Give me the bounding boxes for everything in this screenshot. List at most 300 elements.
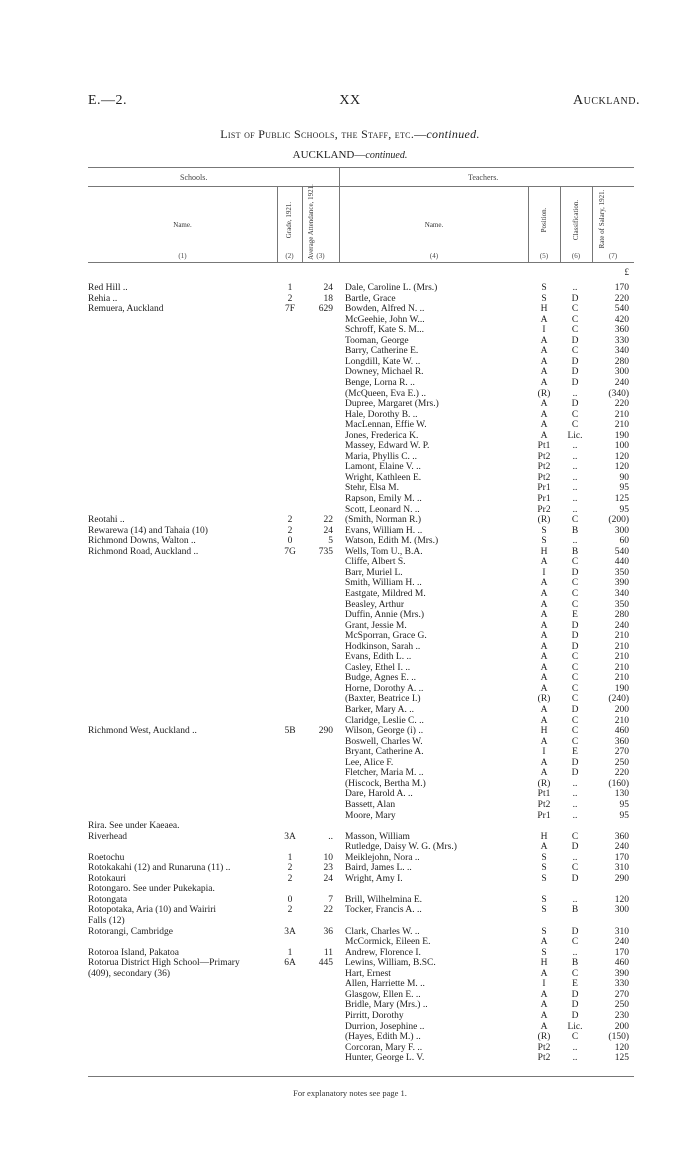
teacher-name-cell: Grant, Jessie M. (345, 620, 407, 631)
table-row (0, 1032, 700, 1043)
school-name-cell: Rira. See under Kaeaea. (88, 821, 180, 832)
salary-cell: 300 (614, 367, 629, 378)
teacher-name-cell: Bassett, Alan (345, 799, 396, 810)
position-cell: A (540, 399, 548, 410)
teacher-name-cell: Moore, Mary (345, 810, 396, 821)
classification-cell: .. (572, 778, 578, 789)
classification-cell: .. (572, 789, 578, 800)
school-name-cell: Rotongaro. See under Pukekapia. (88, 884, 215, 895)
table-row (0, 927, 700, 938)
classification-cell: .. (572, 494, 578, 504)
salary-cell: 420 (614, 314, 629, 325)
position-cell: (R) (537, 388, 551, 399)
classification-cell: .. (572, 504, 578, 515)
salary-cell: 300 (614, 905, 629, 916)
teacher-name-cell: Barr, Muriel L. (345, 567, 403, 578)
classification-cell: C (571, 683, 579, 694)
attendance-cell: 629 (318, 304, 333, 315)
table-row (0, 652, 700, 663)
school-name-cell: (409), secondary (36) (88, 968, 171, 979)
classification-cell: C (571, 736, 579, 747)
salary-cell: 170 (614, 947, 629, 958)
salary-cell: 340 (614, 346, 629, 357)
teacher-name-cell: Smith, William H. .. (345, 578, 422, 589)
attendance-cell: 36 (323, 926, 333, 937)
position-cell: H (540, 546, 548, 557)
salary-cell: 130 (614, 789, 629, 800)
position-cell: H (540, 304, 548, 315)
table-row (0, 610, 700, 621)
table-row (0, 874, 700, 885)
classification-cell: E (572, 610, 578, 621)
teacher-name-cell: Masson, William (345, 831, 410, 842)
classification-cell: .. (572, 810, 578, 821)
title-main: List of Public Schools, the Staff, etc.— (220, 127, 427, 141)
position-cell: A (540, 610, 548, 621)
salary-cell: 95 (619, 810, 629, 821)
teacher-name-cell: Baird, James L. .. (345, 863, 412, 874)
table-row (0, 916, 700, 927)
classification-cell: C (571, 420, 579, 431)
attendance-cell: 24 (323, 283, 333, 293)
classification-cell: C (571, 968, 579, 979)
salary-cell: 210 (614, 715, 629, 726)
position-cell: A (540, 683, 548, 694)
salary-cell: 210 (614, 662, 629, 673)
table-row (0, 378, 700, 389)
classification-cell: C (571, 346, 579, 357)
subtitle-continued: continued. (365, 150, 408, 161)
col-number-2: (2) (285, 252, 294, 260)
position-cell: I (542, 325, 546, 336)
attendance-cell: 23 (323, 863, 333, 874)
grade-cell: 2 (287, 905, 293, 916)
salary-cell: 330 (614, 335, 629, 346)
classification-cell: C (571, 652, 579, 663)
position-cell: I (542, 567, 546, 578)
col-number-7: (7) (608, 252, 618, 260)
classification-cell: B (571, 905, 579, 916)
teacher-name-cell: Claridge, Leslie C. .. (345, 715, 424, 726)
salary-cell: 190 (614, 683, 629, 694)
salary-header: Rate of Salary, 1921. (598, 189, 606, 249)
position-cell: (R) (537, 778, 551, 789)
classification-cell: C (571, 937, 579, 948)
teacher-name-cell: Maria, Phyllis C. .. (345, 451, 418, 462)
teacher-name-cell: Hunter, George L. V. (345, 1053, 425, 1064)
table-row (0, 526, 700, 537)
position-cell: (R) (537, 694, 551, 705)
grade-cell: 6A (284, 958, 296, 969)
table-row (0, 315, 700, 326)
teacher-name-cell: Schroff, Kate S. M... (345, 325, 424, 336)
salary-cell: 190 (614, 430, 629, 441)
position-cell: A (540, 736, 548, 747)
salary-cell: 270 (614, 747, 629, 758)
teacher-name-cell: Scott, Leonard N. .. (345, 504, 420, 515)
salary-cell: 390 (614, 578, 629, 589)
teacher-name-cell: McGeehie, John W... (345, 314, 425, 325)
school-name-cell: Richmond Road, Auckland .. (88, 546, 199, 557)
position-cell: S (541, 894, 547, 905)
table-row (0, 737, 700, 748)
subtitle-region: AUCKLAND— (292, 149, 366, 161)
classification-cell: D (571, 768, 579, 779)
school-name-cell: Rotoroa Island, Pakatoa (88, 947, 180, 958)
table-row (0, 895, 700, 906)
attendance-cell: .. (328, 831, 333, 842)
table-row (0, 600, 700, 611)
teacher-name-cell: Watson, Edith M. (Mrs.) (345, 536, 439, 547)
table-row (0, 811, 700, 822)
salary-cell: 300 (614, 525, 629, 536)
salary-cell: 390 (614, 968, 629, 979)
teacher-name-cell: Glasgow, Ellen E. .. (345, 989, 421, 1000)
salary-cell: 350 (614, 567, 629, 578)
position-cell: A (540, 673, 548, 684)
salary-cell: 170 (614, 283, 629, 293)
classification-cell: C (571, 863, 579, 874)
classification-cell: D (571, 293, 579, 304)
teacher-name-cell: Lee, Alice F. (345, 757, 394, 768)
position-cell: Pt1 (537, 441, 551, 452)
grade-cell: 2 (287, 293, 293, 304)
teacher-name-cell: Lewins, William, B.SC. (345, 958, 436, 969)
salary-cell: 310 (614, 863, 629, 874)
position-cell: Pr1 (537, 810, 551, 821)
salary-cell: 210 (614, 409, 629, 420)
salary-cell: 120 (614, 894, 629, 905)
grade-cell: 3A (284, 831, 296, 842)
attendance-cell: 735 (318, 546, 333, 557)
classification-cell: D (571, 367, 579, 378)
teachers-group-header: Teachers. (468, 173, 499, 182)
school-name-header: Name. (173, 221, 192, 229)
teacher-name-cell: Rapson, Emily M. .. (345, 494, 422, 504)
position-cell: S (541, 283, 547, 293)
attendance-cell: 11 (323, 947, 333, 958)
classification-cell: C (571, 409, 579, 420)
grade-cell: 7F (284, 304, 296, 315)
teacher-name-cell: Budge, Agnes E. .. (345, 673, 416, 684)
teacher-name-cell: Dare, Harold A. .. (345, 789, 413, 800)
position-cell: A (540, 1021, 548, 1032)
table-row (0, 304, 700, 315)
position-cell: S (541, 536, 547, 547)
teacher-name-cell: Bridle, Mary (Mrs.) .. (345, 1000, 428, 1011)
position-cell: A (540, 367, 548, 378)
salary-cell: 360 (614, 831, 629, 842)
attendance-cell: 10 (323, 852, 333, 863)
teacher-name-cell: MacLennan, Effie W. (345, 420, 427, 431)
table-row (0, 536, 700, 547)
salary-cell: 540 (614, 546, 629, 557)
teacher-name-header: Name. (424, 221, 444, 229)
table-row (0, 853, 700, 864)
classification-cell: Lic. (567, 1021, 583, 1032)
teacher-name-cell: Pirritt, Dorothy (345, 1010, 404, 1021)
position-cell: A (540, 1010, 548, 1021)
salary-cell: 460 (614, 726, 629, 737)
salary-cell: 290 (614, 873, 629, 884)
table-row (0, 568, 700, 579)
school-name-cell: Rotokakahi (12) and Runaruna (11) .. (88, 863, 231, 874)
salary-cell: 90 (619, 472, 629, 483)
position-cell: A (540, 662, 548, 673)
salary-cell: 125 (614, 1053, 629, 1064)
teacher-name-cell: Stehr, Elsa M. (345, 483, 399, 494)
teacher-name-cell: Wright, Kathleen E. (345, 472, 422, 483)
school-name-cell: Rotokauri (88, 873, 126, 884)
teacher-name-cell: Evans, Edith L. .. (345, 652, 412, 663)
salary-cell: 60 (619, 536, 629, 547)
position-cell: H (540, 958, 548, 969)
classification-cell: D (571, 641, 579, 652)
teacher-name-cell: Tocker, Francis A. .. (345, 905, 422, 916)
col-number-4: (4) (429, 252, 439, 260)
teacher-name-cell: Boswell, Charles W. (345, 736, 423, 747)
col-number-1: (1) (178, 252, 187, 260)
position-cell: I (542, 979, 546, 990)
table-row (0, 621, 700, 632)
classification-cell: .. (572, 451, 578, 462)
salary-cell: 200 (614, 705, 629, 715)
position-cell: A (540, 768, 548, 779)
classification-cell: .. (572, 388, 578, 399)
salary-cell: 340 (614, 588, 629, 599)
grade-cell: 1 (287, 283, 293, 293)
classification-cell: .. (572, 1042, 578, 1053)
position-cell: Pr1 (537, 483, 551, 494)
salary-cell: 240 (614, 620, 629, 631)
teacher-name-cell: Barker, Mary A. .. (345, 705, 415, 715)
table-row (0, 557, 700, 568)
classification-cell: D (571, 757, 579, 768)
table-row (0, 800, 700, 811)
table-row (0, 294, 700, 305)
table-row (0, 589, 700, 600)
salary-cell: (160) (608, 778, 629, 789)
classification-cell: B (571, 958, 579, 969)
school-name-cell: Rehia .. (88, 293, 118, 304)
salary-cell: 310 (614, 926, 629, 937)
position-cell: Pt2 (537, 1053, 551, 1064)
classification-cell: C (571, 715, 579, 726)
classification-cell: D (571, 631, 579, 642)
grade-header: Grade, 1921. (285, 201, 293, 239)
teacher-name-cell: Beasley, Arthur (345, 599, 405, 610)
salary-cell: 125 (614, 494, 629, 504)
position-cell: Pt2 (537, 462, 551, 473)
position-cell: A (540, 1000, 548, 1011)
teacher-name-cell: Meiklejohn, Nora .. (345, 852, 420, 863)
table-row (0, 452, 700, 463)
attendance-cell: 24 (323, 525, 333, 536)
position-cell: Pt2 (537, 1042, 551, 1053)
grade-cell: 2 (287, 525, 293, 536)
position-cell: S (541, 293, 547, 304)
table-row (0, 905, 700, 916)
salary-cell: 210 (614, 641, 629, 652)
salary-cell: (200) (608, 515, 629, 526)
classification-cell: C (571, 726, 579, 737)
classification-cell: D (571, 335, 579, 346)
table-row (0, 325, 700, 336)
grade-cell: 7G (284, 546, 296, 557)
classification-cell: D (571, 1010, 579, 1021)
grade-cell: 2 (287, 515, 293, 526)
salary-cell: 280 (614, 610, 629, 621)
classification-cell: C (571, 588, 579, 599)
table-row (0, 990, 700, 1001)
table-row (0, 367, 700, 378)
table-row (0, 842, 700, 853)
salary-cell: 210 (614, 673, 629, 684)
table-row (0, 473, 700, 484)
classification-header: Classification. (572, 199, 580, 241)
classification-cell: .. (572, 799, 578, 810)
position-cell: A (540, 715, 548, 726)
footnote: For explanatory notes see page 1. (293, 1088, 407, 1098)
table-row (0, 821, 700, 832)
classification-cell: D (571, 705, 579, 715)
teacher-name-cell: Lamont, Elaine V. .. (345, 462, 421, 473)
teacher-name-cell: Bowden, Alfred N. .. (345, 304, 425, 315)
page-number: XX (339, 93, 361, 108)
teacher-name-cell: (Baxter, Beatrice I.) (345, 694, 421, 705)
teacher-name-cell: (Hiscock, Bertha M.) (345, 778, 426, 789)
position-cell: A (540, 620, 548, 631)
position-cell: A (540, 842, 548, 853)
col-number-5: (5) (539, 252, 549, 260)
classification-cell: .. (572, 852, 578, 863)
salary-cell: 280 (614, 356, 629, 367)
table-row (0, 642, 700, 653)
classification-cell: C (571, 599, 579, 610)
teacher-name-cell: Horne, Dorothy A. .. (345, 683, 424, 694)
classification-cell: C (571, 662, 579, 673)
classification-cell: .. (572, 536, 578, 547)
teacher-name-cell: Bryant, Catherine A. (345, 747, 424, 758)
teacher-name-cell: Evans, William H. .. (345, 525, 423, 536)
teacher-name-cell: Clark, Charles W. .. (345, 926, 420, 937)
classification-cell: B (571, 546, 579, 557)
salary-cell: 210 (614, 420, 629, 431)
table-row (0, 716, 700, 727)
teacher-name-cell: (McQueen, Eva E.) .. (345, 388, 426, 399)
school-name-cell: Rotongata (88, 894, 128, 905)
teacher-name-cell: Allen, Harriette M. .. (345, 979, 425, 990)
position-cell: S (541, 873, 547, 884)
teacher-name-cell: Hale, Dorothy B. .. (345, 409, 418, 420)
table-row (0, 969, 700, 980)
position-cell: Pr2 (537, 504, 551, 515)
salary-cell: 440 (614, 557, 629, 568)
salary-cell: 250 (614, 1000, 629, 1011)
position-cell: (R) (537, 515, 551, 526)
grade-cell: 3A (284, 926, 296, 937)
position-cell: A (540, 377, 548, 388)
position-cell: Pr1 (537, 494, 551, 504)
position-cell: A (540, 588, 548, 599)
position-cell: S (541, 525, 547, 536)
classification-cell: E (572, 747, 578, 758)
position-cell: S (541, 926, 547, 937)
teacher-name-cell: Barry, Catherine E. (345, 346, 419, 357)
table-row (0, 684, 700, 695)
attendance-cell: 290 (318, 726, 333, 737)
salary-cell: 240 (614, 377, 629, 388)
school-name-cell: Riverhead (88, 831, 128, 842)
grade-cell: 1 (287, 947, 293, 958)
salary-cell: (150) (608, 1032, 629, 1043)
salary-cell: 350 (614, 599, 629, 610)
table-row (0, 399, 700, 410)
salary-cell: 250 (614, 757, 629, 768)
attendance-cell: 18 (323, 293, 333, 304)
school-name-cell: Rewarewa (14) and Tahaia (10) (88, 525, 208, 536)
school-name-cell: Red Hill .. (88, 283, 128, 293)
position-cell: A (540, 578, 548, 589)
report-code: E.—2. (88, 93, 128, 108)
table-row (0, 505, 700, 516)
position-cell: Pt2 (537, 799, 551, 810)
attendance-cell: 24 (323, 873, 333, 884)
classification-cell: C (571, 304, 579, 315)
position-cell: Pt2 (537, 451, 551, 462)
salary-cell: 540 (614, 304, 629, 315)
teacher-name-cell: Dupree, Margaret (Mrs.) (345, 399, 439, 410)
table-row (0, 283, 700, 294)
classification-cell: .. (572, 462, 578, 473)
table-row (0, 1000, 700, 1011)
table-row (0, 1022, 700, 1033)
table-row (0, 431, 700, 442)
teacher-name-cell: Fletcher, Maria M. .. (345, 768, 424, 779)
classification-cell: .. (572, 894, 578, 905)
classification-cell: D (571, 377, 579, 388)
classification-cell: .. (572, 947, 578, 958)
table-row (0, 673, 700, 684)
classification-cell: .. (572, 483, 578, 494)
school-name-cell: Reotahi .. (88, 515, 125, 526)
teacher-name-cell: Andrew, Florence I. (345, 947, 421, 958)
table-row (0, 1011, 700, 1022)
position-cell: S (541, 852, 547, 863)
salary-cell: 230 (614, 1010, 629, 1021)
grade-cell: 5B (284, 726, 296, 737)
position-cell: A (540, 314, 548, 325)
table-row (0, 958, 700, 969)
table-row (0, 832, 700, 843)
classification-cell: D (571, 926, 579, 937)
position-cell: S (541, 905, 547, 916)
table-row (0, 462, 700, 473)
table-row (0, 389, 700, 400)
position-cell: A (540, 356, 548, 367)
col-number-6: (6) (571, 252, 581, 260)
classification-cell: D (571, 989, 579, 1000)
grade-cell: 0 (287, 536, 293, 547)
classification-cell: D (571, 356, 579, 367)
salary-cell: 220 (614, 399, 629, 410)
salary-cell: 120 (614, 1042, 629, 1053)
salary-cell: (340) (608, 388, 629, 399)
table-row (0, 336, 700, 347)
teacher-name-cell: Wright, Amy I. (345, 873, 403, 884)
position-cell: Pt2 (537, 472, 551, 483)
salary-cell: 220 (614, 768, 629, 779)
